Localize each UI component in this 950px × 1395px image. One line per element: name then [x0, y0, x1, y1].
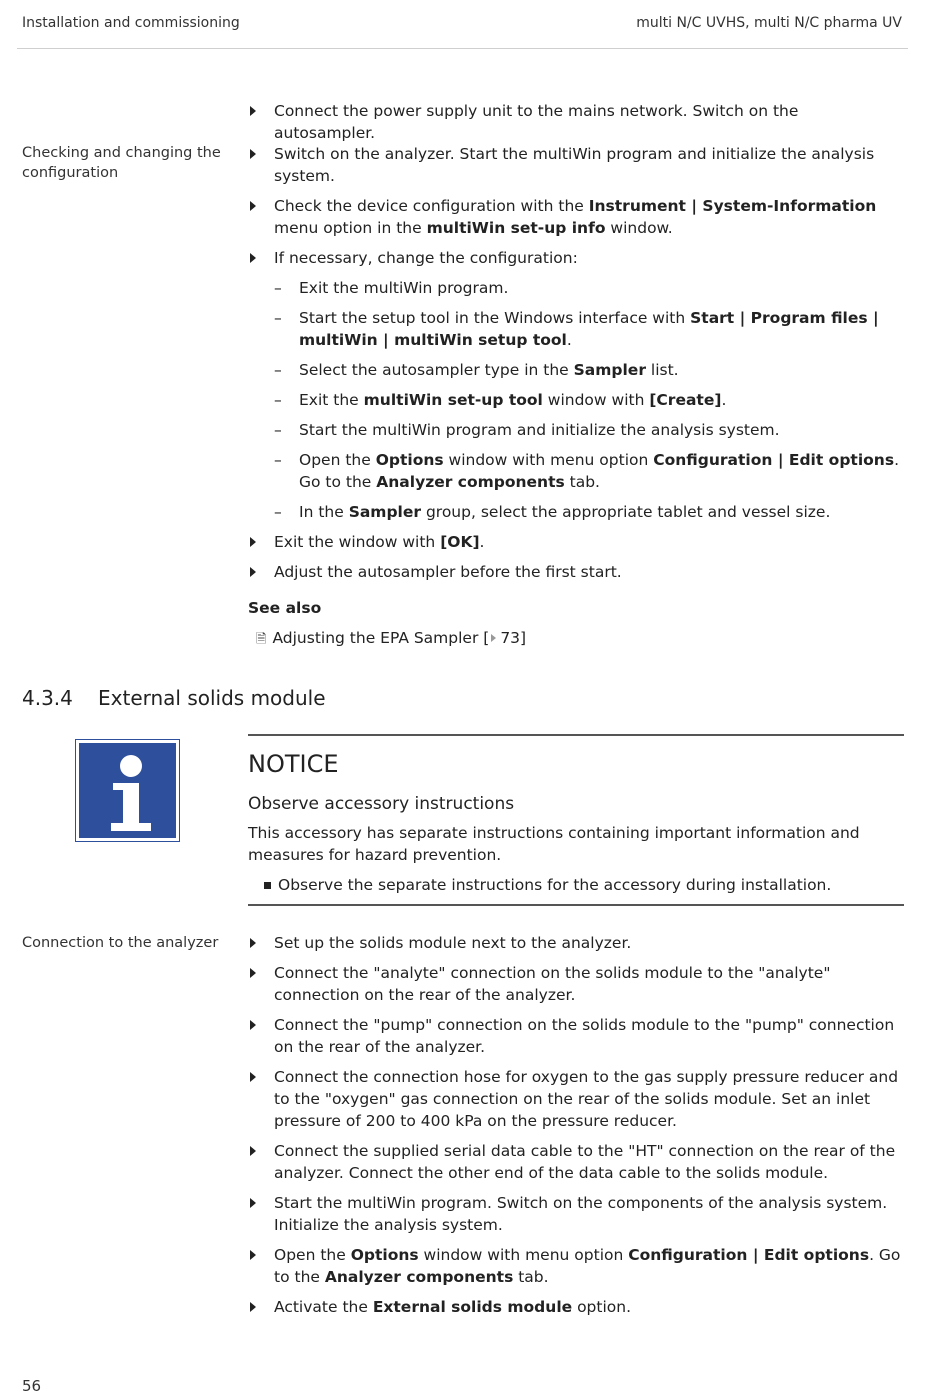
side-label-checking-configuration: Checking and changing the configuration — [22, 145, 221, 181]
header-divider — [17, 48, 908, 49]
step-check-device-config: Check the device configuration with the Instrument | System-Information menu option in the multiWin set-up info window. — [248, 195, 904, 239]
step-adjust-autosampler: Adjust the autosampler before the first start. — [248, 561, 904, 583]
step-exit-window: Exit the window with [OK]. — [248, 531, 904, 553]
substep-start-multiwin: – Start the multiWin program and initialize the analysis system. — [274, 419, 904, 441]
see-also-heading: See also — [248, 599, 322, 617]
substep-start-setup-tool: – Start the setup tool in the Windows interface with Start | Program files | multiWin | multiWin setup tool. — [274, 307, 904, 351]
substep-open-options: – Open the Options window with menu option Configuration | Edit options. Go to the Analyzer components tab. — [274, 449, 904, 493]
see-also-link[interactable]: 🗎 Adjusting the EPA Sampler [ 73] — [256, 629, 527, 647]
step-connect-pump: Connect the "pump" connection on the solids module to the "pump" connection on the rear of the analyzer. — [248, 1014, 904, 1058]
connection-steps — [248, 932, 904, 1326]
section-title: External solids module — [98, 686, 326, 710]
step-connect-data-cable: Connect the supplied serial data cable to the "HT" connection on the rear of the analyzer. Connect the other end of the data cable to the solids module. — [248, 1140, 904, 1184]
substep-exit-multiwin: – Exit the multiWin program. — [274, 277, 904, 299]
step-activate-solids-module: Activate the External solids module option. — [248, 1296, 904, 1318]
section-number: 4.3.4 — [22, 686, 73, 710]
notice-subtitle: Observe accessory instructions — [248, 794, 515, 814]
notice-title: NOTICE — [248, 750, 339, 778]
section-heading — [22, 686, 326, 710]
page-number: 56 — [22, 1377, 42, 1395]
document-icon: 🗎 — [256, 632, 267, 647]
step-open-options: Open the Options window with menu option Configuration | Edit options. Go to the Analyzer components tab. — [248, 1244, 904, 1288]
configuration-steps — [248, 143, 904, 651]
header-product-title: multi N/C UVHS, multi N/C pharma UV — [636, 15, 902, 31]
step-set-up-module: Set up the solids module next to the analyzer. — [248, 932, 904, 954]
step-start-multiwin: Start the multiWin program. Switch on the components of the analysis system. Initialize the analysis system. — [248, 1192, 904, 1236]
step-connect-analyte: Connect the "analyte" connection on the solids module to the "analyte" connection on the rear of the analyzer. — [248, 962, 904, 1006]
page-reference-arrow-icon — [491, 634, 496, 642]
substep-select-sampler: – Select the autosampler type in the Sampler list. — [274, 359, 904, 381]
info-icon — [76, 740, 179, 841]
substep-exit-setup-tool: – Exit the multiWin set-up tool window with [Create]. — [274, 389, 904, 411]
notice-bullet: Observe the separate instructions for the accessory during installation. — [248, 874, 904, 896]
step-switch-on-analyzer: Switch on the analyzer. Start the multiWin program and initialize the analysis system. — [248, 143, 904, 187]
step-change-configuration: If necessary, change the configuration: – Exit the multiWin program. – Start the setup tool in the Windows interface with Start | Program files | multiWin | multiWin setup tool. – Select the autosampler type in the Sampler list. – Exit the multiWin set-up tool window with [Create]. – Start the multiWin program and initialize the analysis system. – Open the Options window with menu option Configuration | Edit options. Go to the Analyzer components tab. – In the Sampler group, select the appropriate tablet and vessel size. — [248, 247, 904, 523]
notice-text: This accessory has separate instructions containing important information and measures for hazard prevention. — [248, 824, 860, 864]
step-connect-oxygen: Connect the connection hose for oxygen to the gas supply pressure reducer and to the "oxygen" gas connection on the rear of the solids module. Set an inlet pressure of 200 to 400 kPa on the pressure reducer. — [248, 1066, 904, 1132]
side-label-connection: Connection to the analyzer — [22, 935, 219, 951]
notice-box — [248, 734, 904, 906]
header-chapter-title: Installation and commissioning — [22, 15, 240, 31]
substep-sampler-group: – In the Sampler group, select the appropriate tablet and vessel size. — [274, 501, 904, 523]
step-connect-power: Connect the power supply unit to the mains network. Switch on the autosampler. — [248, 100, 904, 144]
